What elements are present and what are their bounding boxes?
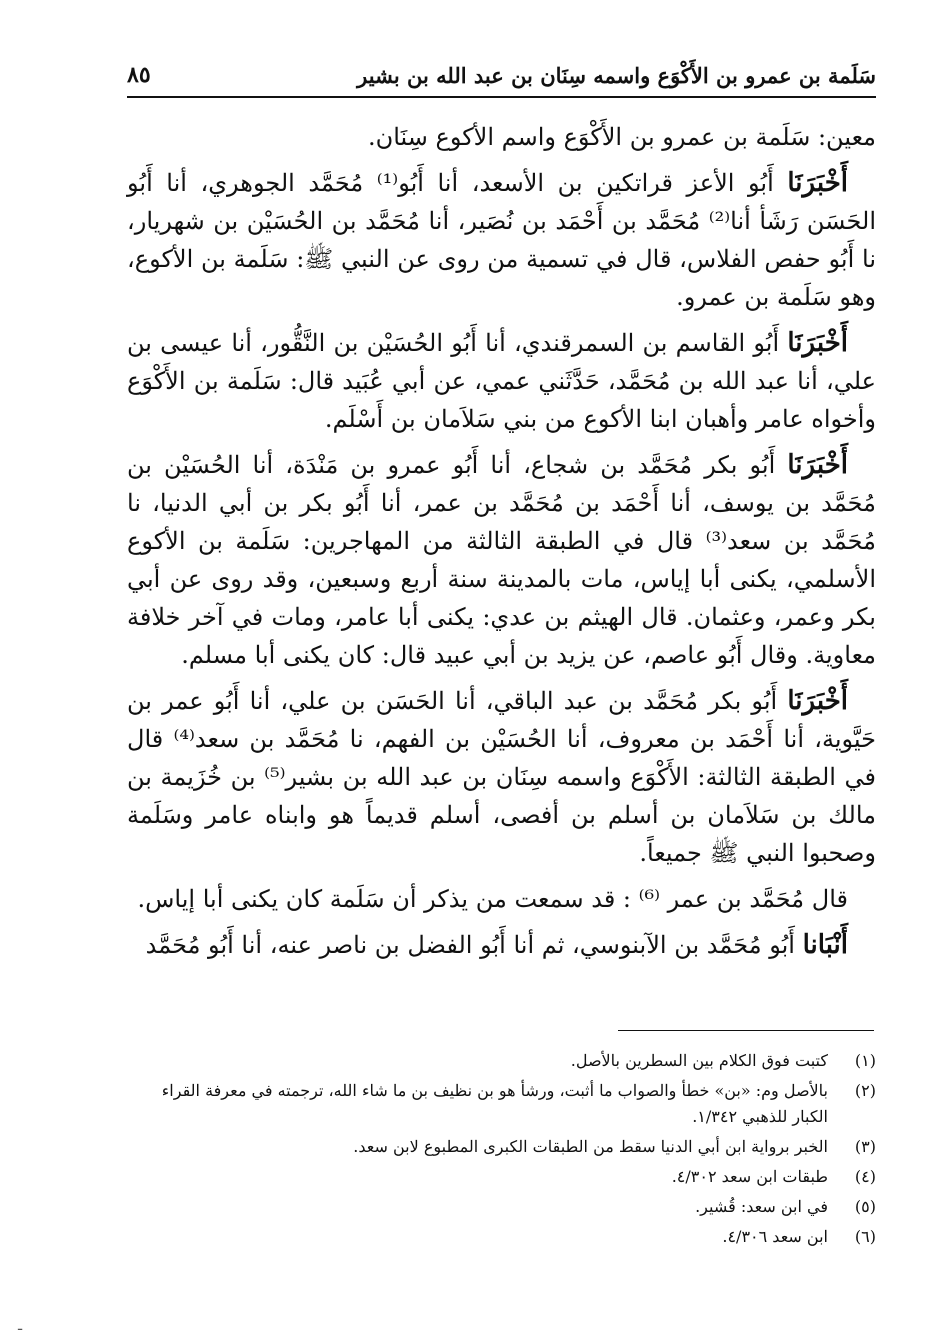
running-header <box>127 56 876 98</box>
footnote-separator <box>618 1030 874 1031</box>
paragraph-7 <box>127 926 876 964</box>
page-number: ٨٥ <box>127 62 151 88</box>
paragraph-6: قال مُحَمَّد بن عمر ⁽⁶⁾ : قد سمعت من يذكر أن سَلَمة كان يكنى أبا إياس. <box>137 885 848 913</box>
footnote-number: (٣) <box>854 1137 876 1156</box>
paragraph-3 <box>127 324 876 438</box>
paragraph-4 <box>127 446 876 674</box>
footnote <box>127 1078 876 1130</box>
main-text <box>127 118 876 972</box>
paragraph-text: أَبُو بكر مُحَمَّد بن شجاع، أنا أَبُو عمرو بن مَنْدَة، أنا الحُسَيْن بن مُحَمَّد بن يوسف، أنا أَحْمَد بن مُحَمَّد بن عمر، أنا أَبُو بكر بن أبي الدنيا، نا مُحَمَّد بن سعد⁽³⁾ قال في الطبقة الثالثة من المهاجرين: سَلَمة بن الأكوع الأسلمي، يكنى أبا إياس، مات بالمدينة سنة أربع وسبعين، وقد روى عن أبي بكر وعمر، وعثمان. قال الهيثم بن عدي: يكنى أبا عامر، ومات في آخر خلافة معاوية. وقال أَبُو عاصم، عن يزيد بن أبي عبيد قال: كان يكنى أبا مسلم. <box>127 451 876 669</box>
footnote-number: (٦) <box>854 1227 876 1246</box>
paragraph-text: أَبُو الأعز قراتكين بن الأسعد، أنا أَبُو⁽¹⁾ مُحَمَّد الجوهري، أنا أَبُو الحَسَن رَشَأ أنا⁽²⁾ مُحَمَّد بن أَحْمَد بن نُصَير، أنا مُحَمَّد بن الحُسَيْن بن شهريار، نا أَبُو حفص الفلاس، قال في تسمية من روى عن النبي ﷺ: سَلَمة بن الأكوع، وهو سَلَمة بن عمرو. <box>127 169 877 311</box>
footnote-text: الخبر برواية ابن أبي الدنيا سقط من الطبقات الكبرى المطبوع لابن سعد. <box>353 1137 828 1156</box>
footnote-number: (١) <box>854 1051 876 1070</box>
paragraph-text: أَبُو بكر مُحَمَّد بن عبد الباقي، أنا الحَسَن بن علي، أنا أَبُو عمر بن حَيَّوية، أنا أَحْمَد بن معروف، أنا الحُسَيْن بن الفهم، نا مُحَمَّد بن سعد⁽⁴⁾ قال في الطبقة الثالثة: الأَكْوَع واسمه سِنَان بن عبد الله بن بشير⁽⁵⁾ بن خُزَيمة بن مالك بن سَلاَمان بن أسلم بن أفصى، أسلم قديماً هو وابناه عامر وسَلَمة وصحبوا النبي ﷺ جميعاً. <box>127 687 877 867</box>
footnote <box>127 1048 876 1074</box>
footnote <box>127 1164 876 1190</box>
paragraph-lead: أَخْبَرَنَا <box>787 328 848 358</box>
footnote-text: كتبت فوق الكلام بين السطرين بالأصل. <box>570 1051 828 1070</box>
footnote-number: (٥) <box>854 1197 876 1216</box>
paragraph-lead: أَخْبَرَنَا <box>787 686 848 716</box>
running-title: سَلَمة بن عمرو بن الأَكْوَع واسمه سِنَان بن عبد الله بن بشير <box>357 63 876 88</box>
footnote-number: (٢) <box>854 1081 876 1100</box>
footnote-text: طبقات ابن سعد ٤/٣٠٢. <box>671 1167 828 1186</box>
paragraph-lead: أَخْبَرَنَا <box>787 168 849 198</box>
footnote-text: ابن سعد ٤/٣٠٦. <box>722 1227 828 1246</box>
footnote <box>127 1224 876 1250</box>
footnote-number: (٤) <box>854 1167 876 1186</box>
paragraph-text: أَبُو القاسم بن السمرقندي، أنا أَبُو الحُسَيْن بن النَّقُّور، أنا عيسى بن علي، أنا عبد الله بن مُحَمَّد، حَدَّثَني عمي، عن أبي عُبَيد قال: سَلَمة بن الأَكْوَع وأخواه عامر وأهبان ابنا الأكوع من بني سَلاَمان بن أَسْلَم. <box>127 329 876 433</box>
footnote-text: في ابن سعد: قُشير. <box>695 1197 828 1216</box>
paragraph-2 <box>127 164 876 316</box>
paragraph-5 <box>127 682 876 872</box>
margin-mark: ـ <box>18 1318 23 1334</box>
footnote <box>127 1134 876 1160</box>
paragraph-text: أَبُو مُحَمَّد بن الآبنوسي، ثم أنا أَبُو الفضل بن ناصر عنه، أنا أَبُو مُحَمَّد <box>145 931 795 959</box>
footnotes <box>127 1048 876 1254</box>
paragraph-1: معين: سَلَمة بن عمرو بن الأَكْوَع واسم الأكوع سِنَان. <box>367 123 876 151</box>
paragraph-lead: أَخْبَرَنَا <box>787 450 848 480</box>
footnote <box>127 1194 876 1220</box>
footnote-text: بالأصل وم: «بن» خطأ والصواب ما أثبت، ورشأ هو بن نظيف بن ما شاء الله، ترجمته في معرفة القراء الكبار للذهبي ١/٣٤٢. <box>161 1081 828 1126</box>
paragraph-lead: أَنْبَانا <box>802 930 848 960</box>
